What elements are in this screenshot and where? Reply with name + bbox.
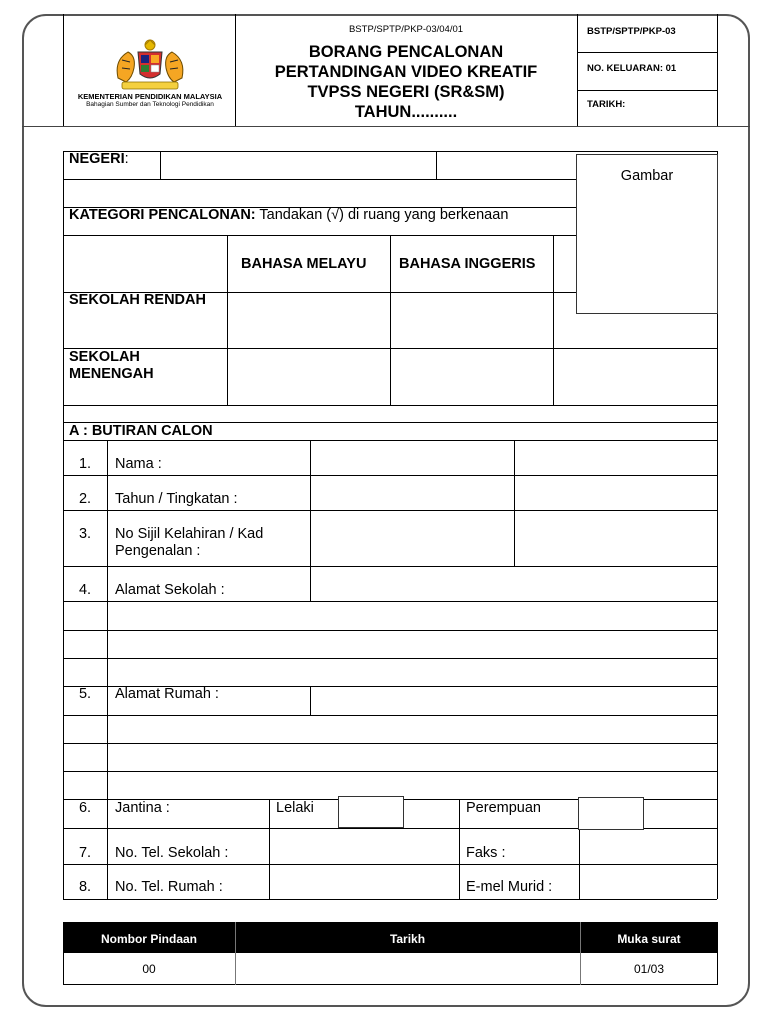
reference-code: BSTP/SPTP/PKP-03	[587, 26, 676, 37]
table-border	[63, 235, 576, 236]
table-border	[107, 440, 108, 799]
email-label: E-mel Murid :	[466, 879, 553, 895]
gender-male-label: Lelaki	[276, 800, 314, 816]
title-line: BORANG PENCALONAN	[308, 43, 504, 61]
photo-placeholder[interactable]	[576, 154, 718, 314]
table-border	[63, 601, 717, 602]
row-number: 7.	[78, 845, 92, 861]
negeri-colon: :	[124, 151, 129, 167]
header-divider	[577, 14, 578, 126]
school-address-input[interactable]	[311, 567, 716, 600]
school-phone-label: No. Tel. Sekolah :	[115, 845, 229, 861]
column-header-amendment: Nombor Pindaan	[100, 932, 197, 946]
table-border	[63, 899, 717, 900]
table-border	[553, 235, 554, 405]
email-input[interactable]	[580, 865, 716, 898]
gender-female-label: Perempuan	[466, 800, 541, 816]
header-bottom-rule	[22, 126, 750, 127]
form-title	[236, 42, 576, 122]
table-border	[717, 799, 718, 899]
row-number: 2.	[78, 491, 92, 507]
school-phone-input[interactable]	[270, 829, 458, 863]
date-label: TARIKH:	[587, 99, 626, 110]
row-number: 3.	[78, 526, 92, 542]
table-border	[63, 348, 717, 349]
checkbox-menengah-inggeris[interactable]	[391, 349, 552, 404]
fax-label: Faks :	[466, 845, 506, 861]
title-line: TVPSS NEGERI (SR&SM)	[307, 83, 505, 101]
column-header-bahasa-melayu: BAHASA MELAYU	[241, 256, 367, 272]
home-phone-input[interactable]	[270, 865, 458, 898]
column-header-bahasa-inggeris: BAHASA INGGERIS	[399, 256, 536, 272]
school-address-label: Alamat Sekolah :	[115, 582, 225, 598]
header-divider	[577, 52, 717, 53]
malaysia-coat-of-arms-icon	[108, 38, 192, 92]
table-border	[63, 179, 576, 180]
amendment-number: 00	[142, 962, 156, 976]
header-divider	[63, 14, 64, 126]
row-number: 6.	[78, 800, 92, 816]
category-instruction: KATEGORI PENCALONAN: Tandakan (√) di ruang yang berkenaan	[69, 207, 509, 223]
column-header-date: Tarikh	[389, 932, 426, 946]
table-border	[63, 630, 717, 631]
ministry-name: KEMENTERIAN PENDIDIKAN MALAYSIA	[77, 92, 223, 101]
page-number: 01/03	[633, 962, 665, 976]
table-border	[459, 799, 460, 899]
home-address-input[interactable]	[311, 687, 716, 714]
table-border	[63, 658, 717, 659]
row-header-sekolah-rendah: SEKOLAH RENDAH	[69, 292, 206, 308]
title-line: PERTANDINGAN VIDEO KREATIF	[274, 63, 538, 81]
id-input[interactable]	[311, 511, 513, 565]
photo-label: Gambar	[620, 168, 674, 184]
checkbox-rendah-melayu[interactable]	[228, 293, 389, 347]
table-border	[107, 799, 108, 899]
checkbox-rendah-inggeris[interactable]	[391, 293, 552, 347]
row-number: 1.	[78, 456, 92, 472]
table-border	[436, 151, 437, 179]
title-line: TAHUN..........	[354, 103, 458, 121]
row-number: 5.	[78, 686, 92, 702]
checkbox-menengah-melayu[interactable]	[228, 349, 389, 404]
division-name: Bahagian Sumber dan Teknologi Pendidikan	[86, 101, 214, 108]
gender-label: Jantina :	[115, 800, 170, 816]
fax-input[interactable]	[580, 829, 716, 863]
gender-male-checkbox[interactable]	[338, 796, 404, 828]
column-header-page: Muka surat	[617, 932, 681, 946]
id-label: No Sijil Kelahiran / Kad Pengenalan :	[115, 526, 264, 559]
name-label: Nama :	[115, 456, 162, 472]
row-number: 8.	[78, 879, 92, 895]
negeri-input[interactable]	[161, 152, 435, 178]
table-border	[514, 440, 515, 566]
issue-number: NO. KELUARAN: 01	[587, 63, 677, 74]
table-border	[63, 715, 717, 716]
table-border	[63, 405, 717, 406]
year-label: Tahun / Tingkatan :	[115, 491, 238, 507]
section-a-heading: A : BUTIRAN CALON	[69, 423, 213, 439]
home-address-label: Alamat Rumah :	[115, 686, 219, 702]
negeri-label: NEGERI:	[69, 151, 129, 167]
gender-female-checkbox[interactable]	[578, 797, 644, 830]
document-code: BSTP/SPTP/PKP-03/04/01	[348, 24, 464, 35]
row-header-sekolah-menengah: SEKOLAH MENENGAH	[69, 349, 154, 382]
table-border	[63, 743, 717, 744]
header-divider	[717, 14, 718, 126]
row-number: 4.	[78, 582, 92, 598]
home-phone-label: No. Tel. Rumah :	[115, 879, 223, 895]
header-divider	[577, 90, 717, 91]
name-input[interactable]	[311, 441, 513, 474]
table-border	[63, 771, 717, 772]
year-input[interactable]	[311, 476, 513, 509]
